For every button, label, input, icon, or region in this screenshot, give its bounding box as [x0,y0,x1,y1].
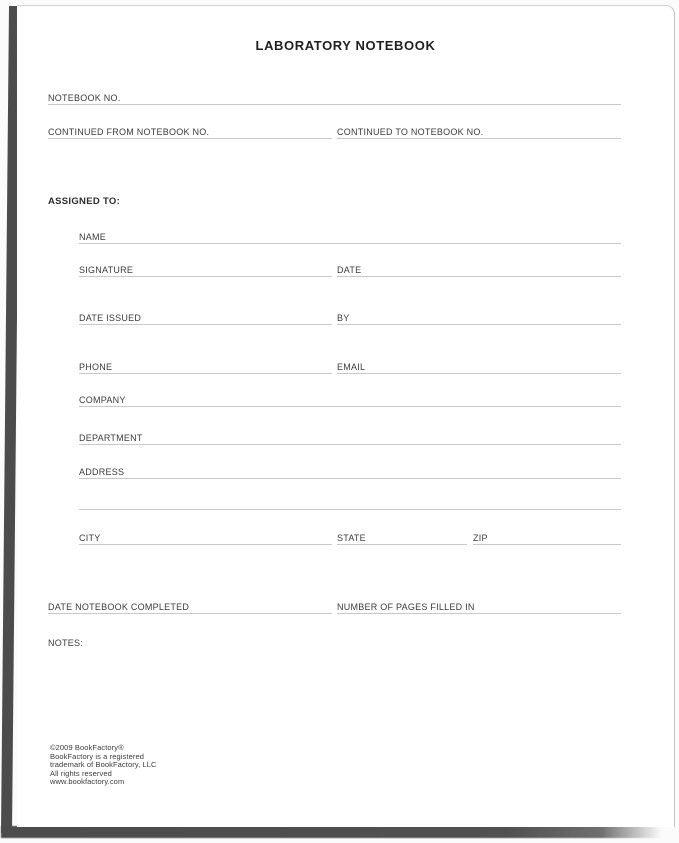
notes-label: NOTES: [48,638,84,648]
date-notebook-completed-label: DATE NOTEBOOK COMPLETED [48,602,190,612]
field-notebook-no[interactable] [48,89,621,105]
date-label: DATE [337,265,362,275]
field-address[interactable] [79,463,621,479]
website-url: www.bookfactory.com [50,777,125,787]
date-issued-label: DATE ISSUED [79,313,142,323]
copyright-line: BookFactory is a registered [50,751,144,761]
field-date[interactable] [337,261,621,277]
state-label: STATE [337,533,366,543]
field-name[interactable] [79,228,621,244]
field-zip[interactable] [473,529,621,545]
field-email[interactable] [337,358,621,374]
copyright-line: All rights reserved [50,768,112,778]
company-label: COMPANY [79,395,126,405]
name-label: NAME [79,232,107,242]
phone-label: PHONE [79,362,113,372]
field-company[interactable] [79,391,621,407]
field-state[interactable] [337,529,467,545]
notebook-no-label: NOTEBOOK NO. [48,93,121,103]
field-city[interactable] [79,529,332,545]
field-continued-from[interactable] [48,123,332,139]
field-continued-to[interactable] [337,123,621,139]
copyright-block [50,744,157,787]
by-label: BY [337,313,350,323]
field-date-notebook-completed[interactable] [48,598,332,614]
notebook-info-page [17,5,675,827]
copyright-line: ©2009 BookFactory® [50,743,124,752]
assigned-to-heading: ASSIGNED TO: [48,196,121,207]
address-label: ADDRESS [79,467,125,477]
field-department[interactable] [79,429,621,445]
signature-label: SIGNATURE [79,265,134,275]
page-title: LABORATORY NOTEBOOK [255,38,436,53]
field-date-issued[interactable] [79,309,332,325]
city-label: CITY [79,533,101,543]
copyright-line: trademark of BookFactory, LLC [50,760,157,770]
continued-to-label: CONTINUED TO NOTEBOOK NO. [337,127,484,137]
zip-label: ZIP [473,533,488,543]
field-pages-filled-in[interactable] [337,598,621,614]
field-by[interactable] [337,309,621,325]
continued-from-label: CONTINUED FROM NOTEBOOK NO. [48,127,210,137]
field-phone[interactable] [79,358,332,374]
field-address-line2[interactable] [79,494,621,510]
notes-area[interactable] [48,651,621,731]
field-signature[interactable] [79,261,332,277]
page-bottom-edge [1,826,668,838]
email-label: EMAIL [337,362,366,372]
department-label: DEPARTMENT [79,433,143,443]
pages-filled-in-label: NUMBER OF PAGES FILLED IN [337,602,475,612]
